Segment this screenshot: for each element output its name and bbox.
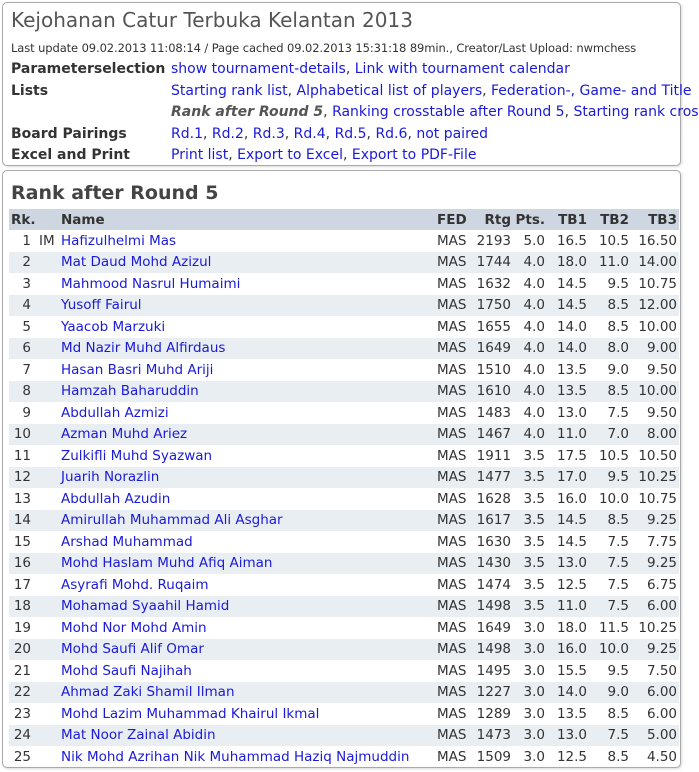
cell-rank: 19 — [13, 619, 31, 636]
cell-tb1: 16.0 — [547, 639, 589, 661]
cell-federation: MAS — [435, 338, 473, 360]
link-tournament-calendar[interactable]: Link with tournament calendar — [354, 61, 570, 77]
cell-rank: 10 — [9, 424, 37, 446]
cell-tb2: 8.0 — [589, 338, 631, 360]
col-header-points[interactable]: Pts. — [513, 209, 547, 230]
cell-rating: 1483 — [476, 404, 511, 421]
cell-tb3: 6.00 — [631, 596, 679, 618]
cell-federation: MAS — [437, 404, 467, 421]
cell-tb2: 8.5 — [607, 705, 629, 722]
table-row — [9, 316, 679, 338]
cell-player-name[interactable]: Mohd Saufi Najihah — [61, 662, 192, 679]
cell-tb1: 14.0 — [547, 338, 589, 360]
link-tournament-details[interactable]: show tournament-details — [171, 61, 346, 77]
cell-points: 3.5 — [523, 490, 545, 507]
cell-tb2: 11.0 — [589, 252, 631, 274]
menu-label-excel-print: Excel and Print — [11, 147, 130, 163]
cell-title — [37, 574, 59, 596]
cell-federation: MAS — [437, 490, 467, 507]
cell-player-name[interactable]: Hafizulhelmi Mas — [61, 232, 177, 249]
cell-rating: 1649 — [476, 619, 511, 636]
link-round-2[interactable]: Rd.2 — [211, 126, 244, 142]
cell-title: IM — [39, 232, 55, 249]
rank-table — [9, 209, 679, 768]
table-row — [9, 381, 679, 403]
link-ranking-crosstable[interactable]: Ranking crosstable after Round 5 — [332, 104, 565, 120]
cell-federation: MAS — [435, 596, 473, 618]
cell-tb1: 11.0 — [547, 424, 589, 446]
cell-tb2: 7.5 — [607, 404, 629, 421]
cell-tb2: 10.0 — [598, 490, 629, 507]
cell-federation: MAS — [437, 275, 467, 292]
cell-player-name[interactable]: Nik Mohd Azrihan Nik Muhammad Haziq Najmuddin — [61, 748, 410, 765]
table-row — [9, 746, 679, 768]
cell-tb1: 17.0 — [547, 467, 589, 489]
cell-tb2: 10.0 — [589, 639, 631, 661]
cell-tb1: 13.5 — [556, 361, 587, 378]
cell-title — [37, 639, 59, 661]
cell-player-name[interactable]: Abdullah Azmizi — [61, 404, 169, 421]
cell-tb3: 9.00 — [631, 338, 679, 360]
cell-title — [37, 445, 59, 467]
cell-tb3: 7.50 — [646, 662, 677, 679]
cell-title — [37, 531, 59, 553]
cell-rank: 11 — [13, 447, 31, 464]
cell-rating: 1632 — [476, 275, 511, 292]
cell-tb1: 16.0 — [556, 490, 587, 507]
cell-tb3: 10.75 — [638, 275, 677, 292]
cell-points: 3.0 — [523, 705, 545, 722]
cell-player-name[interactable]: Mohd Nor Mohd Amin — [61, 619, 207, 636]
cell-tb1: 14.0 — [556, 318, 587, 335]
cell-tb2: 7.5 — [589, 725, 631, 747]
cell-tb1: 12.5 — [556, 576, 587, 593]
cell-title — [37, 703, 59, 725]
cell-tb2: 7.5 — [589, 553, 631, 575]
cell-points: 3.5 — [513, 510, 547, 532]
cell-tb3: 6.75 — [646, 576, 677, 593]
cell-rating: 1227 — [473, 682, 513, 704]
cell-federation: MAS — [435, 553, 473, 575]
cell-title — [37, 660, 59, 682]
cell-rating: 1477 — [473, 467, 513, 489]
cell-player-name[interactable]: Juarih Norazlin — [59, 467, 435, 489]
cell-rating: 1498 — [473, 596, 513, 618]
cell-points: 3.0 — [523, 619, 545, 636]
cell-tb2: 9.0 — [589, 682, 631, 704]
table-row — [9, 424, 679, 446]
cell-tb1: 13.0 — [547, 725, 589, 747]
cell-tb3: 5.00 — [631, 725, 679, 747]
cell-points: 3.5 — [513, 596, 547, 618]
cell-federation: MAS — [437, 662, 467, 679]
col-header-tb2[interactable]: TB2 — [589, 209, 631, 230]
col-header-name[interactable]: Name — [59, 209, 435, 230]
cell-tb2: 7.5 — [589, 596, 631, 618]
cell-player-name[interactable]: Hamzah Baharuddin — [59, 381, 435, 403]
cell-player-name[interactable]: Amirullah Muhammad Ali Asghar — [59, 510, 435, 532]
cell-federation: MAS — [435, 467, 473, 489]
menu-label-lists: Lists — [11, 83, 49, 99]
tournament-header-panel: Kejohanan Catur Terbuka Kelantan 2013 Last update 09.02.2013 11:08:14 / Page cached 09.02.2013 15:31:18 89min., Creator/Last Upload: nwmchess Parameterselection show tournament-details, Link with tournament calendar Lists Starting rank list, Alphabetical list of players, Federation-, Game- and Title Rank after Round 5, Ranking crosstable after Round 5, Starting rank cros Board Pairings Rd.1, Rd.2, Rd.3, Rd.4, Rd.5, Rd.6, not paired Excel and Print Print list, Export to Excel, Export to PDF-File — [2, 2, 681, 166]
cell-tb3: 10.00 — [638, 318, 677, 335]
cell-federation: MAS — [435, 639, 473, 661]
cell-player-name[interactable]: Md Nazir Muhd Alfirdaus — [59, 338, 435, 360]
cell-player-name[interactable]: Ahmad Zaki Shamil Ilman — [59, 682, 435, 704]
cell-player-name[interactable]: Yaacob Marzuki — [61, 318, 166, 335]
cell-rating: 1744 — [473, 252, 513, 274]
menu-label-parameterselection: Parameterselection — [11, 61, 166, 77]
cell-federation: MAS — [437, 318, 467, 335]
cell-rating: 1289 — [476, 705, 511, 722]
cell-tb3: 16.50 — [638, 232, 677, 249]
link-print-list[interactable]: Print list — [171, 147, 229, 163]
table-row — [9, 488, 679, 510]
cell-title — [37, 488, 59, 510]
cell-tb3: 4.50 — [646, 748, 677, 765]
cell-federation: MAS — [435, 252, 473, 274]
cell-player-name[interactable]: Mohd Saufi Alif Omar — [59, 639, 435, 661]
rank-title: Rank after Round 5 — [11, 182, 219, 204]
cell-rank: 8 — [9, 381, 37, 403]
cell-rating: 1630 — [476, 533, 511, 550]
link-alphabetical-list[interactable]: Alphabetical list of players — [296, 83, 483, 99]
cell-rank: 4 — [9, 295, 37, 317]
cell-player-name[interactable]: Arshad Muhammad — [61, 533, 193, 550]
link-starting-rank-list[interactable]: Starting rank list — [171, 83, 288, 99]
link-round-5[interactable]: Rd.5 — [334, 126, 367, 142]
cell-points: 4.0 — [513, 295, 547, 317]
cell-rating: 2193 — [476, 232, 511, 249]
cell-title — [37, 746, 59, 768]
cell-points: 4.0 — [523, 361, 545, 378]
cell-rating: 1495 — [476, 662, 511, 679]
cell-player-name[interactable]: Yusoff Fairul — [59, 295, 435, 317]
cell-title — [37, 682, 59, 704]
cell-tb2: 10.5 — [598, 232, 629, 249]
cell-rank: 23 — [13, 705, 31, 722]
cell-tb3: 10.25 — [631, 467, 679, 489]
cell-title — [37, 338, 59, 360]
current-list-rank-after-round: Rank after Round 5 — [171, 104, 324, 120]
table-row — [9, 682, 679, 704]
cell-tb3: 14.00 — [631, 252, 679, 274]
cell-player-name[interactable]: Mohamad Syaahil Hamid — [59, 596, 435, 618]
cell-points: 3.5 — [513, 467, 547, 489]
cell-tb1: 14.5 — [547, 510, 589, 532]
cell-tb3: 9.25 — [631, 639, 679, 661]
cell-federation: MAS — [435, 381, 473, 403]
cell-tb2: 7.5 — [607, 576, 629, 593]
link-starting-rank-crosstable[interactable]: Starting rank cros — [573, 104, 699, 120]
link-export-excel[interactable]: Export to Excel — [237, 147, 343, 163]
cell-points: 4.0 — [523, 404, 545, 421]
cell-federation: MAS — [437, 705, 467, 722]
cell-points: 3.0 — [523, 748, 545, 765]
cell-tb1: 11.0 — [547, 596, 589, 618]
cell-tb3: 7.75 — [646, 533, 677, 550]
cell-tb2: 9.5 — [589, 467, 631, 489]
cell-rating: 1649 — [473, 338, 513, 360]
cell-rating: 1510 — [476, 361, 511, 378]
cell-player-name[interactable]: Mahmood Nasrul Humaimi — [61, 275, 241, 292]
cell-player-name[interactable]: Mohd Lazim Muhammad Khairul Ikmal — [61, 705, 320, 722]
table-row — [9, 445, 679, 467]
cell-tb1: 18.0 — [547, 252, 589, 274]
cell-rank: 18 — [9, 596, 37, 618]
last-update-line: Last update 09.02.2013 11:08:14 / Page cached 09.02.2013 15:31:18 89min., Creator/Last Upload: nwmchess — [11, 41, 637, 55]
cell-federation: MAS — [437, 533, 467, 550]
cell-title — [37, 252, 59, 274]
table-row — [9, 338, 679, 360]
col-header-rank[interactable]: Rk. — [9, 209, 37, 230]
cell-rank: 2 — [9, 252, 37, 274]
rank-table-header — [9, 209, 679, 230]
cell-tb3: 9.50 — [646, 361, 677, 378]
cell-title — [37, 617, 59, 639]
cell-player-name[interactable]: Asyrafi Mohd. Ruqaim — [61, 576, 209, 593]
cell-title — [37, 359, 59, 381]
cell-tb3: 12.00 — [631, 295, 679, 317]
cell-rank: 12 — [9, 467, 37, 489]
table-row — [9, 273, 679, 295]
cell-federation: MAS — [437, 361, 467, 378]
table-row — [9, 402, 679, 424]
cell-title — [37, 467, 59, 489]
cell-tb1: 13.5 — [556, 705, 587, 722]
cell-rank: 5 — [22, 318, 31, 335]
cell-tb3: 9.25 — [631, 553, 679, 575]
cell-rank: 7 — [22, 361, 31, 378]
cell-tb2: 7.5 — [607, 533, 629, 550]
cell-title — [37, 596, 59, 618]
cell-tb3: 10.25 — [638, 619, 677, 636]
cell-points: 3.5 — [523, 447, 545, 464]
cell-title — [37, 553, 59, 575]
cell-federation: MAS — [435, 295, 473, 317]
table-row — [9, 660, 679, 682]
cell-tb1: 17.5 — [556, 447, 587, 464]
cell-rating: 1610 — [473, 381, 513, 403]
cell-tb3: 10.75 — [638, 490, 677, 507]
cell-tb1: 14.5 — [556, 533, 587, 550]
cell-tb1: 18.0 — [556, 619, 587, 636]
cell-title — [37, 295, 59, 317]
link-round-1[interactable]: Rd.1 — [171, 126, 203, 142]
cell-title — [37, 725, 59, 747]
cell-tb3: 6.00 — [631, 682, 679, 704]
table-row — [9, 510, 679, 532]
cell-points: 3.0 — [513, 682, 547, 704]
cell-points: 4.0 — [523, 318, 545, 335]
col-header-tb1[interactable]: TB1 — [547, 209, 589, 230]
cell-tb2: 9.5 — [607, 662, 629, 679]
table-row — [9, 531, 679, 553]
cell-tb1: 13.5 — [547, 381, 589, 403]
cell-title — [37, 424, 59, 446]
cell-rank: 13 — [13, 490, 31, 507]
cell-tb3: 6.00 — [646, 705, 677, 722]
cell-tb1: 14.0 — [547, 682, 589, 704]
cell-rating: 1430 — [473, 553, 513, 575]
cell-rank: 3 — [22, 275, 31, 292]
cell-points: 4.0 — [513, 424, 547, 446]
cell-tb2: 9.0 — [607, 361, 629, 378]
link-not-paired[interactable]: not paired — [411, 126, 489, 142]
cell-rank: 17 — [13, 576, 31, 593]
col-header-rating[interactable]: Rtg — [473, 209, 513, 230]
cell-tb1: 12.5 — [556, 748, 587, 765]
cell-rank: 16 — [9, 553, 37, 575]
cell-federation: MAS — [435, 510, 473, 532]
cell-rank: 20 — [9, 639, 37, 661]
cell-rating: 1617 — [473, 510, 513, 532]
table-row — [9, 703, 679, 725]
cell-tb2: 8.5 — [589, 381, 631, 403]
cell-points: 4.0 — [523, 275, 545, 292]
cell-federation: MAS — [437, 748, 467, 765]
cell-tb1: 14.5 — [547, 295, 589, 317]
cell-points: 3.0 — [513, 639, 547, 661]
cell-rank: 24 — [9, 725, 37, 747]
cell-title — [37, 316, 59, 338]
link-round-4[interactable]: Rd.4 — [293, 126, 326, 142]
col-header-fed[interactable]: FED — [435, 209, 473, 230]
table-row — [9, 295, 679, 317]
cell-tb2: 11.5 — [598, 619, 629, 636]
cell-tb2: 8.5 — [589, 510, 631, 532]
cell-rating: 1467 — [473, 424, 513, 446]
cell-tb2: 7.0 — [589, 424, 631, 446]
table-row — [9, 230, 679, 252]
cell-tb3: 9.25 — [631, 510, 679, 532]
cell-federation: MAS — [435, 682, 473, 704]
cell-points: 4.0 — [513, 338, 547, 360]
cell-federation: MAS — [435, 725, 473, 747]
cell-points: 3.0 — [523, 662, 545, 679]
rank-panel — [2, 170, 681, 768]
table-row — [9, 553, 679, 575]
cell-player-name[interactable]: Mat Noor Zainal Abidin — [59, 725, 435, 747]
cell-title — [37, 381, 59, 403]
cell-tb2: 8.5 — [589, 295, 631, 317]
table-row — [9, 252, 679, 274]
table-row — [9, 596, 679, 618]
cell-tb1: 16.5 — [556, 232, 587, 249]
cell-tb3: 10.50 — [638, 447, 677, 464]
cell-tb1: 13.0 — [556, 404, 587, 421]
cell-federation: MAS — [437, 619, 467, 636]
cell-tb2: 8.5 — [607, 748, 629, 765]
cell-rank: 25 — [13, 748, 31, 765]
cell-player-name[interactable]: Abdullah Azudin — [61, 490, 171, 507]
cell-rank: 22 — [9, 682, 37, 704]
cell-tb1: 14.5 — [556, 275, 587, 292]
table-row — [9, 617, 679, 639]
col-header-tb3[interactable]: TB3 — [631, 209, 679, 230]
cell-points: 5.0 — [523, 232, 545, 249]
cell-points: 3.5 — [523, 533, 545, 550]
cell-player-name[interactable]: Zulkifli Muhd Syazwan — [61, 447, 213, 464]
cell-player-name[interactable]: Mat Daud Mohd Azizul — [59, 252, 435, 274]
link-export-pdf[interactable]: Export to PDF-File — [351, 147, 477, 163]
cell-points: 3.5 — [513, 553, 547, 575]
cell-federation: MAS — [437, 447, 467, 464]
cell-tb1: 15.5 — [556, 662, 587, 679]
cell-federation: MAS — [435, 424, 473, 446]
cell-points: 4.0 — [513, 381, 547, 403]
cell-rank: 9 — [22, 404, 31, 421]
cell-player-name[interactable]: Azman Muhd Ariez — [59, 424, 435, 446]
cell-rating: 1509 — [476, 748, 511, 765]
cell-federation: MAS — [437, 576, 467, 593]
cell-rank: 21 — [13, 662, 31, 679]
cell-tb3: 8.00 — [631, 424, 679, 446]
cell-rating: 1911 — [476, 447, 511, 464]
cell-rating: 1498 — [473, 639, 513, 661]
cell-tb3: 10.00 — [631, 381, 679, 403]
cell-player-name[interactable]: Hasan Basri Muhd Ariji — [61, 361, 214, 378]
cell-rank: 6 — [9, 338, 37, 360]
cell-rating: 1628 — [476, 490, 511, 507]
link-round-6[interactable]: Rd.6 — [375, 126, 408, 142]
cell-tb1: 13.0 — [547, 553, 589, 575]
col-header-title — [37, 209, 59, 230]
cell-rating: 1473 — [473, 725, 513, 747]
cell-rating: 1474 — [476, 576, 511, 593]
cell-federation: MAS — [437, 232, 467, 249]
cell-rank: 15 — [13, 533, 31, 550]
cell-rating: 1655 — [476, 318, 511, 335]
cell-tb3: 9.50 — [646, 404, 677, 421]
tournament-title: Kejohanan Catur Terbuka Kelantan 2013 — [11, 8, 413, 32]
menu-label-board-pairings: Board Pairings — [11, 126, 127, 142]
cell-player-name[interactable]: Mohd Haslam Muhd Afiq Aiman — [59, 553, 435, 575]
cell-points: 3.0 — [513, 725, 547, 747]
link-federation-game-title[interactable]: Federation-, Game- and Title — [491, 83, 692, 99]
cell-title — [37, 273, 59, 295]
cell-points: 3.5 — [523, 576, 545, 593]
table-row — [9, 725, 679, 747]
cell-rating: 1750 — [473, 295, 513, 317]
table-row — [9, 359, 679, 381]
link-round-3[interactable]: Rd.3 — [252, 126, 285, 142]
cell-title — [37, 510, 59, 532]
table-row — [9, 574, 679, 596]
cell-tb2: 8.5 — [607, 318, 629, 335]
table-row — [9, 639, 679, 661]
cell-points: 4.0 — [513, 252, 547, 274]
cell-rank: 14 — [9, 510, 37, 532]
cell-tb2: 10.5 — [598, 447, 629, 464]
table-row — [9, 467, 679, 489]
cell-tb2: 9.5 — [607, 275, 629, 292]
cell-title — [37, 402, 59, 424]
cell-rank: 1 — [22, 232, 31, 249]
